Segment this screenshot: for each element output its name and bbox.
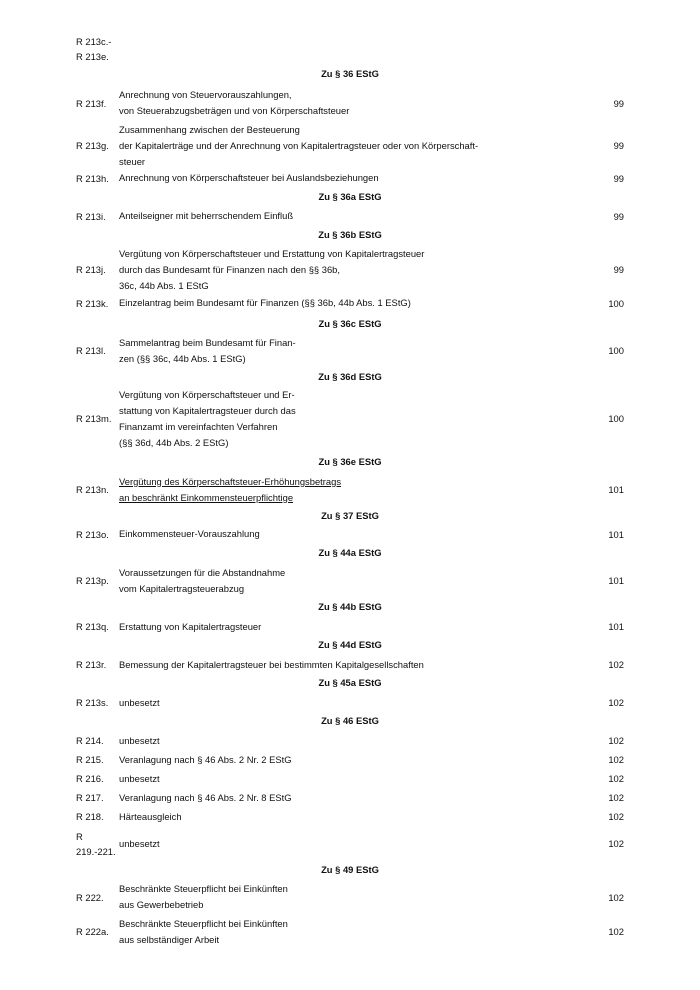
page-number: 100: [608, 345, 624, 356]
entry-code: R 213f.: [76, 97, 107, 109]
toc-entry: [76, 882, 624, 912]
entry-title-line: unbesetzt: [119, 734, 160, 746]
toc-entry: [76, 751, 624, 768]
entry-title-line: Veranlagung nach § 46 Abs. 2 Nr. 2 EStG: [119, 753, 292, 765]
toc-entry: [76, 171, 624, 185]
entry-code: R 213k.: [76, 297, 109, 309]
entry-title-line: Einkommensteuer-Vorauszahlung: [119, 528, 260, 539]
page-number: 102: [608, 792, 624, 803]
entry-title: [119, 170, 584, 186]
section-heading: Zu § 36a EStG: [318, 191, 382, 202]
toc-entry: [76, 656, 624, 673]
toc-entry: [76, 387, 624, 450]
entry-title: [119, 657, 584, 673]
entry-title-line: durch das Bundesamt für Finanzen nach den §§ 36b,: [119, 263, 340, 275]
entry-title-line: Finanzamt im vereinfachten Verfahren: [119, 420, 278, 432]
page-number: 99: [613, 97, 624, 109]
toc-entry: [76, 209, 624, 223]
toc-entry: [76, 808, 624, 825]
entry-code: R 213p.: [76, 575, 109, 586]
entry-title: [119, 916, 584, 948]
entry-title-line: Vergütung von Körperschaftsteuer und Erstattung von Kapitalertragsteuer: [119, 247, 425, 259]
entry-title-line: Vergütung des Körperschaftsteuer-Erhöhungsbetrags: [119, 475, 342, 487]
entry-title-line: Zusammenhang zwischen der Besteuerung: [119, 123, 300, 135]
entry-code: R 213i.: [76, 210, 106, 222]
toc-entry: [76, 789, 624, 806]
page-number: 102: [608, 773, 624, 784]
page-number: 101: [608, 621, 624, 632]
toc-entry: [76, 770, 624, 787]
entry-title-line: Vergütung von Körperschaftsteuer und Er-: [119, 388, 295, 400]
entry-title: [119, 695, 584, 711]
entry-title: [119, 87, 584, 119]
section-heading: Zu § 44b EStG: [318, 601, 382, 612]
entry-code: R 213h.: [76, 172, 109, 184]
entry-code: R 213s.: [76, 697, 109, 708]
section-heading: Zu § 49 EStG: [321, 864, 379, 875]
entry-title: [119, 474, 584, 506]
entry-title: [119, 295, 584, 311]
entry-title-line: Bemessung der Kapitalertragsteuer bei bestimmten Kapitalgesellschaften: [119, 658, 424, 670]
entry-code: R 219.-221.: [76, 830, 116, 857]
toc-entry: [76, 694, 624, 711]
entry-code: R 213o.: [76, 528, 109, 540]
section-heading: Zu § 36 EStG: [321, 68, 379, 79]
page-number: 102: [608, 659, 624, 670]
entry-code: R 213j.: [76, 264, 106, 275]
page-number: 102: [608, 838, 624, 849]
entry-title-line: Anteilseigner mit beherrschendem Einfluß: [119, 210, 294, 221]
entry-title-line: Beschränkte Steuerpflicht bei Einkünften: [119, 883, 288, 894]
entry-title: [119, 836, 584, 852]
toc-entry: [76, 335, 624, 366]
entry-title: [119, 387, 584, 451]
page-number: 99: [613, 172, 624, 184]
entry-code: R 213n.: [76, 484, 109, 495]
entry-title: [119, 246, 584, 294]
entry-title-line: unbesetzt: [119, 696, 160, 708]
toc-entry: [76, 88, 624, 118]
entry-title-line: Erstattung von Kapitalertragsteuer: [119, 620, 262, 632]
section-heading: Zu § 36b EStG: [318, 229, 382, 240]
page-number: 101: [608, 484, 624, 495]
entry-title-line: 36c, 44b Abs. 1 EStG: [119, 279, 209, 291]
entry-title: [119, 619, 584, 635]
section-heading: Zu § 44d EStG: [318, 639, 382, 650]
entry-code: R 217.: [76, 792, 104, 803]
toc-entry: [76, 474, 624, 505]
entry-code: R 213q.: [76, 621, 109, 632]
entry-title-line: der Kapitalerträge und der Anrechnung von Kapitalertragsteuer oder von Körperschaft-: [119, 139, 479, 151]
entry-code: R 213l.: [76, 345, 106, 356]
page-number: 102: [608, 926, 624, 937]
toc-entry: [76, 732, 624, 749]
top-code-line: R 213c.-: [76, 36, 112, 47]
entry-code: R 218.: [76, 811, 104, 822]
entry-code: R 213g.: [76, 140, 109, 151]
toc-entry: [76, 296, 624, 310]
entry-title: [119, 752, 584, 768]
entry-title-line: Anrechnung von Körperschaftsteuer bei Auslandsbeziehungen: [119, 172, 379, 183]
entry-code: R 213m.: [76, 413, 112, 424]
entry-title: [119, 733, 584, 749]
entry-title: [119, 526, 584, 542]
section-heading: Zu § 44a EStG: [318, 547, 382, 558]
entry-title: [119, 809, 584, 825]
toc-entry: [76, 527, 624, 541]
page-number: 102: [608, 811, 624, 822]
entry-title: [119, 881, 584, 913]
entry-title-line: Veranlagung nach § 46 Abs. 2 Nr. 8 EStG: [119, 791, 292, 803]
entry-title: [119, 565, 584, 597]
toc-entry: [76, 916, 624, 947]
section-heading: Zu § 36e EStG: [318, 456, 382, 467]
entry-title-line: Beschränkte Steuerpflicht bei Einkünften: [119, 917, 288, 929]
entry-title-line: vom Kapitalertragsteuerabzug: [119, 582, 245, 594]
entry-title-line: Härteausgleich: [119, 810, 182, 822]
entry-code: R 214.: [76, 735, 104, 746]
entry-title-line: stattung von Kapitalertragsteuer durch das: [119, 404, 296, 416]
page-number: 99: [613, 264, 624, 275]
page-number: 99: [613, 210, 624, 222]
entry-code: R 222a.: [76, 926, 109, 937]
page-number: 102: [608, 697, 624, 708]
toc-entry: [76, 123, 624, 168]
section-heading: Zu § 37 EStG: [321, 510, 379, 521]
page-number: 100: [608, 297, 624, 309]
entry-title: [119, 771, 584, 787]
entry-code: R 213r.: [76, 659, 107, 670]
section-heading: Zu § 36d EStG: [318, 371, 382, 382]
entry-title-line: von Steuerabzugsbeträgen und von Körperschaftsteuer: [119, 105, 350, 116]
entry-title-line: an beschränkt Einkommensteuerpflichtige: [119, 491, 294, 503]
entry-title-line: unbesetzt: [119, 772, 160, 784]
entry-title-line: Anrechnung von Steuervorauszahlungen,: [119, 89, 292, 100]
page-number: 102: [608, 735, 624, 746]
page-number: 101: [608, 575, 624, 586]
page-number: 101: [608, 528, 624, 540]
top-code-line: R 213e.: [76, 51, 109, 62]
page-number: 99: [613, 140, 624, 151]
section-heading: Zu § 36c EStG: [318, 318, 382, 329]
entry-title: [119, 335, 584, 367]
toc-entry: [76, 565, 624, 596]
entry-code: R 215.: [76, 754, 104, 765]
entry-title-line: aus selbständiger Arbeit: [119, 933, 220, 945]
entry-title: [119, 122, 584, 170]
section-heading: Zu § 45a EStG: [318, 677, 382, 688]
entry-title-line: steuer: [119, 155, 146, 167]
section-heading: Zu § 46 EStG: [321, 715, 379, 726]
toc-entry: [76, 827, 624, 860]
entry-title-line: zen (§§ 36c, 44b Abs. 1 EStG): [119, 352, 246, 364]
entry-code: R 216.: [76, 773, 104, 784]
entry-title-line: unbesetzt: [119, 837, 160, 849]
entry-title-line: Einzelantrag beim Bundesamt für Finanzen (§§ 36b, 44b Abs. 1 EStG): [119, 297, 411, 308]
entry-title-line: (§§ 36d, 44b Abs. 2 EStG): [119, 436, 229, 448]
entry-title-line: Sammelantrag beim Bundesamt für Finan-: [119, 336, 296, 348]
page-number: 100: [608, 413, 624, 424]
entry-title-line: Voraussetzungen für die Abstandnahme: [119, 566, 286, 578]
page-number: 102: [608, 891, 624, 903]
entry-title-line: aus Gewerbebetrieb: [119, 899, 204, 910]
entry-title: [119, 208, 584, 224]
entry-title: [119, 790, 584, 806]
toc-entry: [76, 247, 624, 292]
toc-entry: [76, 618, 624, 635]
page-number: 102: [608, 754, 624, 765]
entry-code: R 222.: [76, 891, 104, 903]
